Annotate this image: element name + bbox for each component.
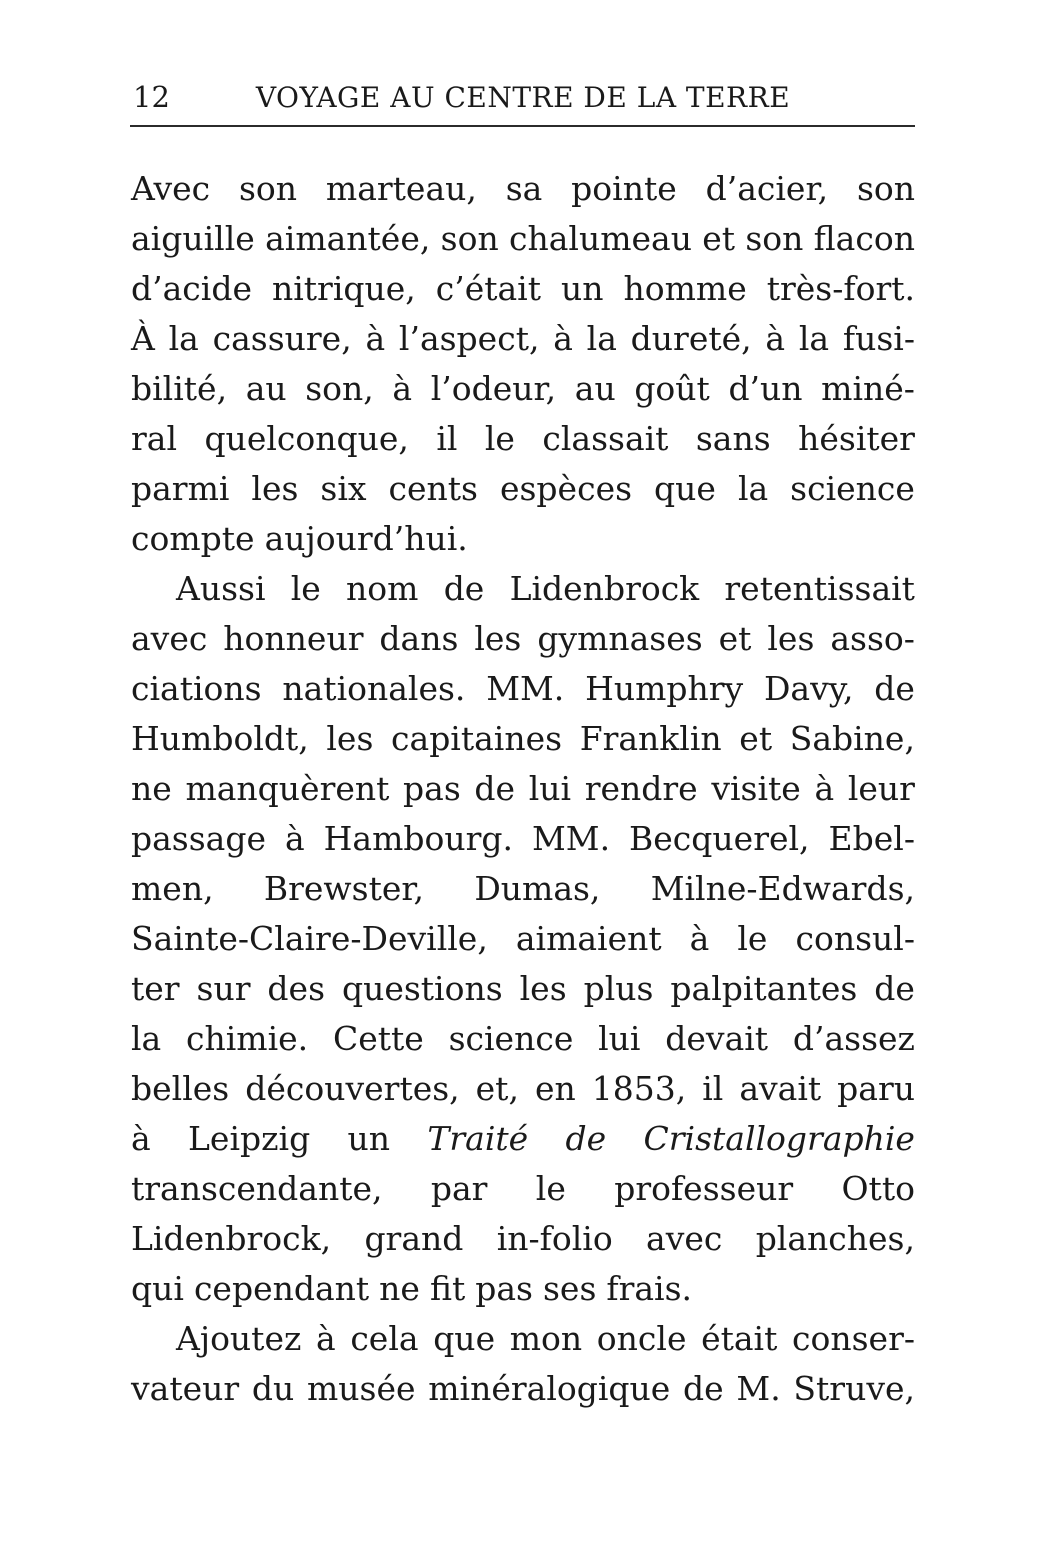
word: dureté, [630, 319, 752, 358]
italic-word: Cristallographie [643, 1119, 915, 1158]
word: Lidenbrock [509, 569, 700, 608]
word: chimie. [186, 1019, 309, 1058]
word: les [519, 969, 567, 1008]
word: était [701, 1319, 778, 1358]
word: asso- [830, 619, 915, 658]
word: aiguille [131, 219, 255, 258]
word: d’un [728, 369, 803, 408]
word: Becquerel, [629, 819, 810, 858]
word: nom [346, 569, 419, 608]
word: l’odeur, [430, 369, 557, 408]
word: lui [598, 1019, 641, 1058]
word: un [561, 269, 604, 308]
word: cassure, [212, 319, 352, 358]
word: Leipzig [188, 1119, 311, 1158]
word: Hambourg. [323, 819, 514, 858]
text-line [131, 414, 915, 464]
word: qui [131, 1269, 184, 1308]
text-line [131, 364, 915, 414]
text-line [131, 214, 915, 264]
word: manquèrent [185, 769, 390, 808]
running-title: VOYAGE AU CENTRE DE LA TERRE [255, 81, 791, 114]
word: six [320, 469, 367, 508]
word: les [251, 469, 299, 508]
word: devait [665, 1019, 769, 1058]
word: de [474, 769, 516, 808]
word: nationales. [282, 669, 466, 708]
word: ne [379, 1269, 420, 1308]
word: flacon [813, 219, 915, 258]
text-line [131, 1264, 915, 1314]
word: nitrique, [271, 269, 416, 308]
word: Davy, [763, 669, 854, 708]
word: le [484, 419, 515, 458]
word: professeur [614, 1169, 794, 1208]
italic-word: de [565, 1119, 607, 1158]
text-line [131, 164, 915, 214]
word: frais. [606, 1269, 693, 1308]
word: paru [837, 1069, 915, 1108]
word: passage [131, 819, 266, 858]
text-line [131, 314, 915, 364]
word: cependant [193, 1269, 370, 1308]
text-line [131, 1114, 915, 1164]
word: du [251, 1369, 295, 1408]
word: 1853, [591, 1069, 687, 1108]
word: la [168, 319, 199, 358]
word: aimaient [515, 919, 662, 958]
word: Avec [131, 169, 211, 208]
word: de [874, 969, 915, 1008]
header-rule [130, 125, 915, 127]
word: grand [364, 1219, 464, 1258]
word: que [433, 1319, 496, 1358]
word: capitaines [391, 719, 563, 758]
word: Brewster, [263, 869, 425, 908]
word: et [739, 719, 773, 758]
word: à [316, 1319, 336, 1358]
text-line [131, 1214, 915, 1264]
page-number: 12 [133, 80, 170, 114]
word: palpitantes [670, 969, 858, 1008]
word: À [131, 319, 155, 358]
word: l’aspect, [398, 319, 540, 358]
word: men, [131, 869, 214, 908]
word: leur [847, 769, 915, 808]
word: Humphry [585, 669, 744, 708]
word: MM. [531, 819, 611, 858]
word: ne [131, 769, 172, 808]
text-line [131, 914, 915, 964]
word: ral [131, 419, 178, 458]
word: dans [379, 619, 459, 658]
word: Lidenbrock, [131, 1219, 332, 1258]
text-line [131, 614, 915, 664]
text-block [131, 164, 915, 1414]
text-line [131, 564, 915, 614]
word: hésiter [798, 419, 915, 458]
word: conser- [792, 1319, 915, 1358]
word: les [326, 719, 374, 758]
word: cents [388, 469, 478, 508]
word: Dumas, [474, 869, 601, 908]
word: et [718, 619, 752, 658]
word: le [737, 919, 768, 958]
word: honneur [223, 619, 364, 658]
word: in-folio [496, 1219, 613, 1258]
word: au [574, 369, 616, 408]
word: gymnases [537, 619, 703, 658]
word: goût [634, 369, 710, 408]
word: sans [695, 419, 771, 458]
word: vateur [131, 1369, 240, 1408]
word: aimantée, [265, 219, 431, 258]
word: chalumeau [508, 219, 692, 258]
word: espèces [499, 469, 633, 508]
word: Otto [841, 1169, 915, 1208]
word: à [765, 319, 786, 358]
word: Franklin [579, 719, 722, 758]
word: un [347, 1119, 391, 1158]
text-line [131, 764, 915, 814]
word: le [535, 1169, 566, 1208]
word: il [702, 1069, 724, 1108]
word: Aussi [176, 569, 266, 608]
word: transcendante, [131, 1169, 383, 1208]
word: rendre [584, 769, 698, 808]
word: son [440, 219, 499, 258]
word: à [392, 369, 413, 408]
text-line [131, 1314, 915, 1364]
word: pas [403, 769, 461, 808]
word: avec [131, 619, 208, 658]
word: à [689, 919, 710, 958]
word: à [284, 819, 305, 858]
word: de [683, 1369, 724, 1408]
word: homme [623, 269, 747, 308]
word: à [814, 769, 835, 808]
word: cela [350, 1319, 419, 1358]
word: classait [542, 419, 669, 458]
word: c’était [435, 269, 542, 308]
word: Milne-Edwards, [650, 869, 915, 908]
word: avait [739, 1069, 822, 1108]
text-line [131, 1164, 915, 1214]
text-line [131, 1014, 915, 1064]
word: des [267, 969, 326, 1008]
word: consul- [795, 919, 915, 958]
word: la [131, 1019, 162, 1058]
word: ciations [131, 669, 262, 708]
word: d’acide [131, 269, 252, 308]
word: Struve, [793, 1369, 915, 1408]
word: Sabine, [789, 719, 915, 758]
word: science [448, 1019, 574, 1058]
word: science [790, 469, 915, 508]
word: pointe [571, 169, 677, 208]
word: son, [305, 369, 374, 408]
word: MM. [486, 669, 565, 708]
word: la [586, 319, 617, 358]
word: sur [196, 969, 251, 1008]
word: aujourd’hui. [264, 519, 468, 558]
word: ses [542, 1269, 597, 1308]
word: oncle [596, 1319, 687, 1358]
word: lui [528, 769, 572, 808]
word: il [436, 419, 458, 458]
word: très-fort. [766, 269, 915, 308]
word: belles [131, 1069, 230, 1108]
word: et, [475, 1069, 519, 1108]
text-line [131, 514, 915, 564]
word: quelconque, [204, 419, 409, 458]
word: que [654, 469, 716, 508]
text-line [131, 1364, 915, 1414]
word: à [131, 1119, 151, 1158]
word: Sainte-Claire-Deville, [131, 919, 488, 958]
text-line [131, 864, 915, 914]
text-line [131, 714, 915, 764]
word: au [245, 369, 287, 408]
word: questions [341, 969, 503, 1008]
word: les [474, 619, 522, 658]
italic-word: Traité [427, 1119, 529, 1158]
word: musée [306, 1369, 416, 1408]
word: marteau, [325, 169, 477, 208]
word: ter [131, 969, 180, 1008]
text-line [131, 264, 915, 314]
word: mon [509, 1319, 583, 1358]
word: la [798, 319, 830, 358]
word: fit [429, 1269, 466, 1308]
word: M. [736, 1369, 781, 1408]
text-line [131, 664, 915, 714]
word: d’assez [792, 1019, 915, 1058]
word: sa [505, 169, 543, 208]
word: par [430, 1169, 488, 1208]
word: à [365, 319, 386, 358]
word: plus [583, 969, 654, 1008]
word: Ebel- [828, 819, 915, 858]
word: son [856, 169, 915, 208]
word: retentissait [724, 569, 915, 608]
word: visite [711, 769, 801, 808]
word: à [553, 319, 573, 358]
word: Cette [332, 1019, 424, 1058]
word: et [702, 219, 736, 258]
word: son [239, 169, 298, 208]
text-line [131, 964, 915, 1014]
text-line [131, 814, 915, 864]
word: minéralogique [428, 1369, 671, 1408]
word: de [443, 569, 485, 608]
text-line [131, 1064, 915, 1114]
word: de [874, 669, 915, 708]
word: fusi- [842, 319, 915, 358]
word: avec [646, 1219, 723, 1258]
word: parmi [131, 469, 230, 508]
word: planches, [755, 1219, 915, 1258]
word: miné- [821, 369, 915, 408]
word: Humboldt, [131, 719, 309, 758]
word: pas [475, 1269, 533, 1308]
word: les [767, 619, 815, 658]
word: le [290, 569, 321, 608]
word: Ajoutez [176, 1319, 302, 1358]
word: son [745, 219, 804, 258]
word: découvertes, [245, 1069, 460, 1108]
word: la [737, 469, 769, 508]
word: en [534, 1069, 576, 1108]
word: d’acier, [705, 169, 829, 208]
page-header [131, 82, 915, 112]
text-line [131, 464, 915, 514]
word: compte [131, 519, 255, 558]
word: bilité, [131, 369, 228, 408]
